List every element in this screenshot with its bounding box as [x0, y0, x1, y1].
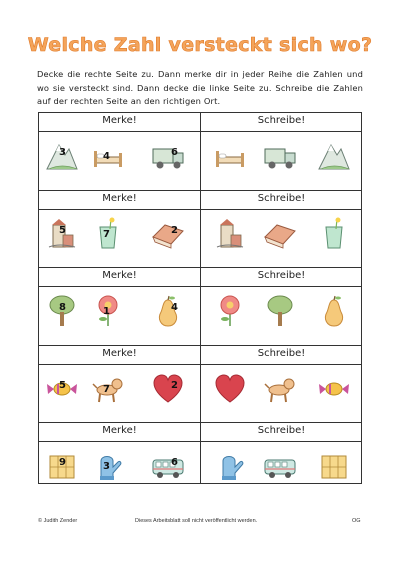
worksheet-title: Welche Zahl versteckt sich wo?	[27, 34, 373, 56]
schreibe-label: Schreibe!	[257, 270, 306, 281]
roof-picture	[151, 217, 185, 251]
schreibe-label: Schreibe!	[257, 193, 306, 204]
row-header	[39, 190, 361, 210]
glass-picture	[317, 217, 351, 251]
bus-picture	[263, 449, 297, 483]
instructions-text: Decke die rechte Seite zu. Dann merke dir in jeder Reihe die Zahlen und wo sie versteckt sind. Dann decke die linke Seite zu. Schreibe die Zahlen auf der rechten Seite an den richtigen Ort.	[37, 69, 363, 106]
truck-picture	[263, 139, 297, 173]
candy-picture	[317, 372, 351, 406]
merke-label: Merke!	[102, 425, 137, 436]
hidden-number: 2	[171, 225, 178, 236]
candy-picture	[45, 372, 79, 406]
tree-picture	[263, 294, 297, 328]
heart-picture	[151, 372, 185, 406]
hidden-number: 8	[59, 302, 66, 313]
bed-picture	[213, 139, 247, 173]
schreibe-label: Schreibe!	[257, 348, 306, 359]
roof-picture	[263, 217, 297, 251]
hidden-number: 1	[103, 306, 110, 317]
bed-picture	[91, 139, 125, 173]
row-header	[39, 267, 361, 287]
footer-code: OG	[352, 518, 361, 524]
row-header	[39, 345, 361, 365]
mitten-picture	[91, 449, 125, 483]
memory-grid	[38, 112, 362, 484]
hidden-number: 5	[59, 380, 66, 391]
merke-label: Merke!	[102, 348, 137, 359]
dog-picture	[263, 372, 297, 406]
hidden-number: 3	[59, 147, 66, 158]
hidden-number: 4	[171, 302, 178, 313]
bus-picture	[151, 449, 185, 483]
hidden-number: 7	[103, 229, 110, 240]
crate-picture	[317, 449, 351, 483]
schreibe-label: Schreibe!	[257, 115, 306, 126]
dog-picture	[91, 372, 125, 406]
heart-picture	[213, 372, 247, 406]
hidden-number: 2	[171, 380, 178, 391]
tower-picture	[45, 217, 79, 251]
tower-picture	[213, 217, 247, 251]
hidden-number: 9	[59, 457, 66, 468]
hidden-number: 3	[103, 461, 110, 472]
mountain-picture	[317, 139, 351, 173]
row-header	[39, 113, 361, 132]
hidden-number: 4	[103, 151, 110, 162]
pear-picture	[151, 294, 185, 328]
mitten-picture	[213, 449, 247, 483]
merke-label: Merke!	[102, 270, 137, 281]
footer-notice: Dieses Arbeitsblatt soll nicht veröffentlicht werden.	[135, 518, 258, 524]
merke-label: Merke!	[102, 115, 137, 126]
hidden-number: 5	[59, 225, 66, 236]
hidden-number: 6	[171, 457, 178, 468]
tree-picture	[45, 294, 79, 328]
pear-picture	[317, 294, 351, 328]
hidden-number: 7	[103, 384, 110, 395]
hidden-number: 6	[171, 147, 178, 158]
schreibe-label: Schreibe!	[257, 425, 306, 436]
merke-label: Merke!	[102, 193, 137, 204]
flower-picture	[91, 294, 125, 328]
footer-copyright: © Judith Zender	[38, 518, 78, 524]
flower-picture	[213, 294, 247, 328]
crate-picture	[45, 449, 79, 483]
glass-picture	[91, 217, 125, 251]
mountain-picture	[45, 139, 79, 173]
row-header	[39, 422, 361, 442]
truck-picture	[151, 139, 185, 173]
